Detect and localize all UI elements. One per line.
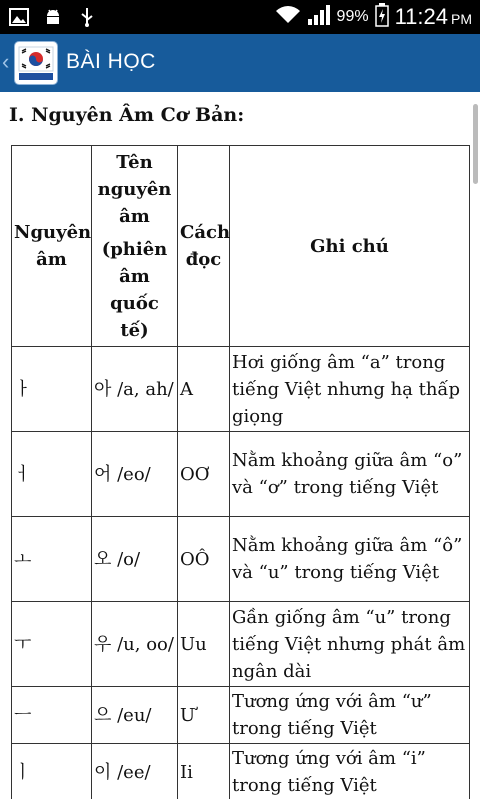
clock-ampm: PM (451, 11, 472, 27)
vowel-name-cell: 오 /o/ (92, 517, 178, 602)
header-name-ipa: (phiên âm quốc tế) (101, 238, 168, 341)
reading-cell: Ii (178, 744, 230, 799)
header-note: Ghi chú (230, 146, 470, 347)
header-reading: Cách đọc (178, 146, 230, 347)
lesson-content[interactable] (0, 92, 480, 799)
note-cell: Hơi giống âm “a” trong tiếng Việt nhưng hạ thấp giọng (230, 347, 470, 432)
status-bar (0, 0, 480, 34)
app-title: BÀI HỌC (66, 50, 156, 73)
vowel-cell: ㅜ (12, 602, 92, 687)
note-cell: Nằm khoảng giữa âm “ô” và “u” trong tiếng Việt (230, 517, 470, 602)
vowel-cell: ㅡ (12, 687, 92, 744)
image-icon (8, 6, 30, 28)
battery-percent: 99% (336, 8, 369, 25)
header-vowel: Nguyên âm (12, 146, 92, 347)
battery-icon (375, 3, 389, 32)
note-cell: Tương ứng với âm “i” trong tiếng Việt (230, 744, 470, 799)
vowel-cell: ㅏ (12, 347, 92, 432)
note-cell: Nằm khoảng giữa âm “o” và “ơ” trong tiếng Việt (230, 432, 470, 517)
vowel-name-cell: 아 /a, ah/ (92, 347, 178, 432)
table-row (12, 744, 470, 799)
table-row (12, 517, 470, 602)
up-navigation-icon[interactable]: ‹ (2, 49, 10, 74)
vowel-name-cell: 으 /eu/ (92, 687, 178, 744)
table-row (12, 687, 470, 744)
vowel-name-cell: 우 /u, oo/ (92, 602, 178, 687)
note-cell: Gần giống âm “u” trong tiếng Việt nhưng phát âm ngân dài (230, 602, 470, 687)
reading-cell: A (178, 347, 230, 432)
note-cell: Tương ứng với âm “ư” trong tiếng Việt (230, 687, 470, 744)
app-logo-icon[interactable] (14, 41, 58, 85)
vowel-name-cell: 어 /eo/ (92, 432, 178, 517)
action-bar (0, 34, 480, 92)
clock: 11:24 PM (394, 4, 472, 29)
reading-cell: Ư (178, 687, 230, 744)
reading-cell: Uu (178, 602, 230, 687)
reading-cell: OƠ (178, 432, 230, 517)
header-name (92, 146, 178, 347)
scrollbar[interactable] (473, 104, 478, 184)
notification-icons (8, 6, 98, 28)
table-header-row (12, 146, 470, 347)
android-icon (42, 6, 64, 28)
vowel-cell: ㅗ (12, 517, 92, 602)
signal-icon (307, 4, 331, 31)
table-row (12, 432, 470, 517)
vowel-table (11, 145, 470, 799)
vowel-cell: ㅓ (12, 432, 92, 517)
section-title: I. Nguyên Âm Cơ Bản: (9, 104, 245, 126)
vowel-cell: ㅣ (12, 744, 92, 799)
header-name-title: Tên nguyên âm (97, 151, 172, 227)
usb-icon (76, 6, 98, 28)
table-row (12, 602, 470, 687)
reading-cell: OÔ (178, 517, 230, 602)
table-row (12, 347, 470, 432)
wifi-icon (275, 5, 301, 30)
vowel-name-cell: 이 /ee/ (92, 744, 178, 799)
